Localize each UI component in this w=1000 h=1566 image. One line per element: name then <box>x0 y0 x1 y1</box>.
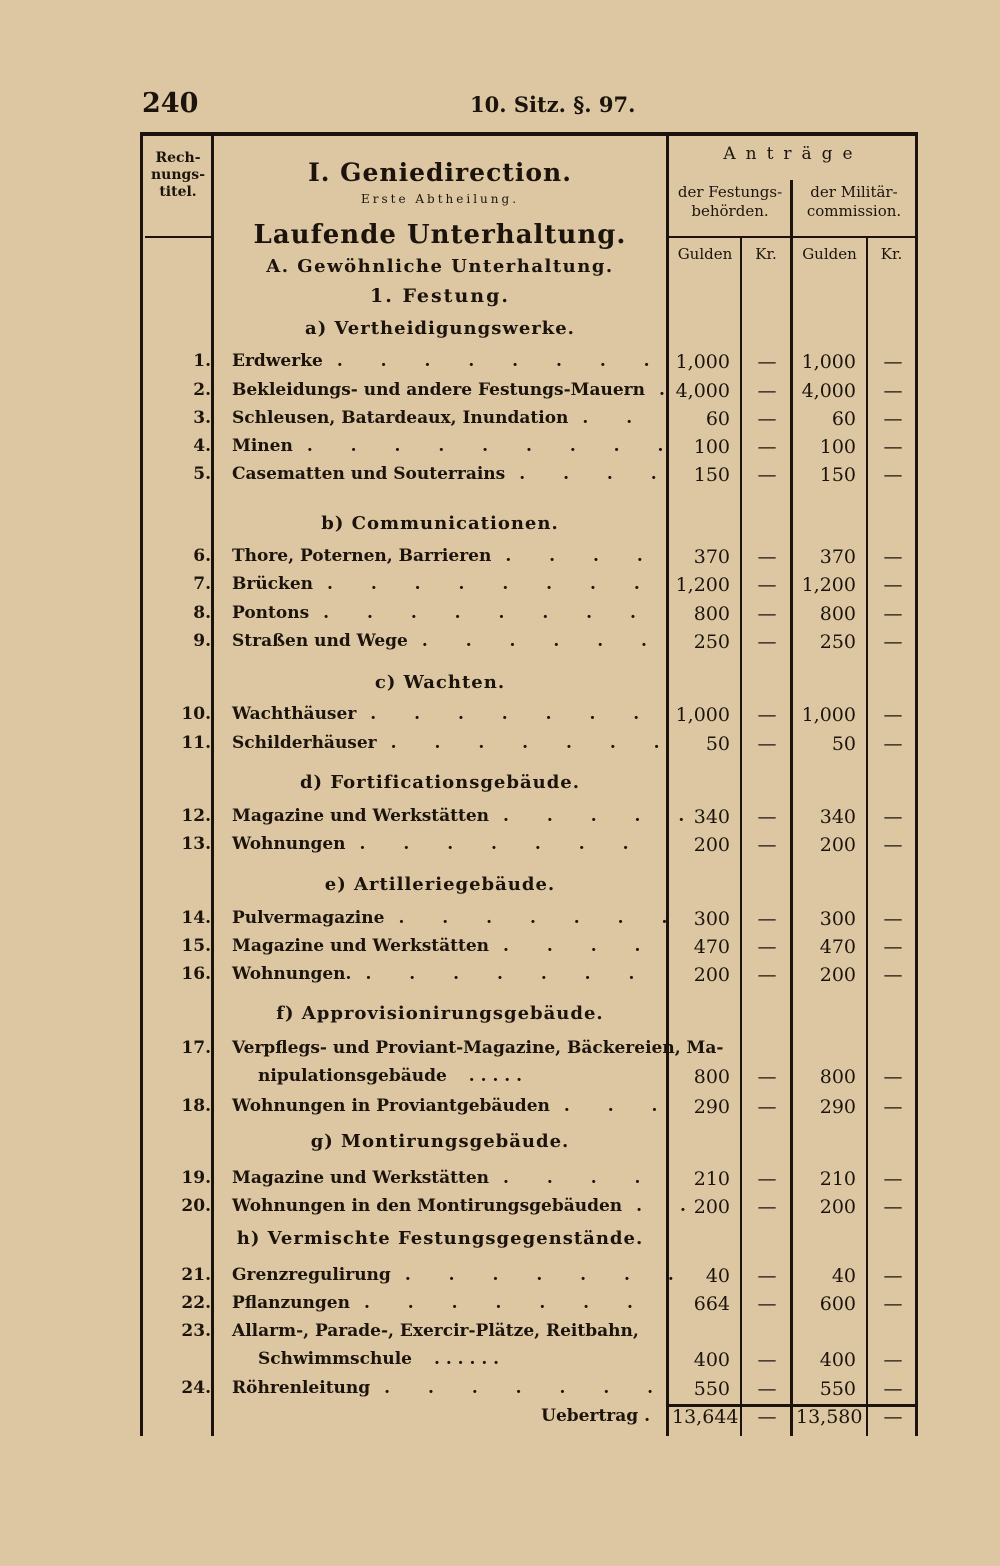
gulden-commission: 370 <box>819 546 856 568</box>
kr-header-2: Kr. <box>880 245 903 263</box>
gulden-festung: 290 <box>693 1096 730 1118</box>
row-label <box>232 936 657 956</box>
leader-dots: . . . . . . . . <box>336 351 666 371</box>
kreuzer-commission: — <box>883 733 903 755</box>
kreuzer-festung: — <box>757 936 777 958</box>
row-label <box>232 574 657 594</box>
gulden-commission: 1,000 <box>801 351 856 373</box>
kreuzer-festung: — <box>757 806 777 828</box>
section-subtitle: Erste Abtheilung. <box>360 192 520 206</box>
row-number: 17. <box>181 1038 211 1058</box>
subheading-g: g) Montirungsgebäude. <box>310 1131 570 1152</box>
gulden-festung: 550 <box>693 1378 730 1400</box>
row-number: 2. <box>193 380 211 400</box>
row-number: 19. <box>181 1168 211 1188</box>
subheading-d: d) Fortificationsgebäude. <box>299 772 581 793</box>
row-label <box>232 1378 670 1398</box>
gulden-festung: 1,200 <box>675 574 730 596</box>
gulden-commission: 470 <box>819 936 856 958</box>
kreuzer-commission: — <box>883 806 903 828</box>
kreuzer-festung: — <box>757 1293 777 1315</box>
row-label-text: Magazine und Werkstätten <box>232 936 490 956</box>
title-head-rule <box>145 236 211 238</box>
row-label-text: Allarm-, Parade-, Exercir-Plätze, Reitbahn, <box>232 1321 639 1341</box>
row-number: 10. <box>181 704 211 724</box>
kreuzer-festung: — <box>757 1096 777 1118</box>
group-divider <box>790 180 793 1436</box>
gulden-commission: 800 <box>819 603 856 625</box>
kreuzer-commission: — <box>883 1293 903 1315</box>
kr-header-1: Kr. <box>755 245 777 263</box>
leader-dots: . . . . . . . <box>370 704 656 724</box>
gulden-commission: 800 <box>819 1066 856 1088</box>
top-rule <box>140 132 918 136</box>
gulden-festung: 800 <box>693 603 730 625</box>
gulden-commission: 200 <box>819 964 856 986</box>
row-label <box>232 1168 657 1188</box>
row-label <box>232 908 684 928</box>
kreuzer-commission: — <box>883 936 903 958</box>
gulden-festung: 470 <box>693 936 730 958</box>
row-number: 1. <box>193 351 211 371</box>
leader-dots: . . . . . . . <box>384 1378 670 1398</box>
row-number: 15. <box>181 936 211 956</box>
row-label <box>232 546 657 566</box>
frame-right <box>915 136 918 1436</box>
gulden-festung: 300 <box>693 908 730 930</box>
kreuzer-festung: — <box>757 408 777 430</box>
kreuzer-festung: — <box>757 834 777 856</box>
kreuzer-festung: — <box>757 631 777 653</box>
kreuzer-festung: — <box>757 1066 777 1088</box>
row-number: 20. <box>181 1196 211 1216</box>
row-label <box>232 1096 674 1116</box>
row-label-text: Bekleidungs- und andere Festungs-Mauern <box>232 380 645 400</box>
row-label-text: Straßen und Wege <box>232 631 408 651</box>
gulden-commission: 40 <box>831 1265 856 1287</box>
gulden-festung: 800 <box>693 1066 730 1088</box>
antraege-header: Anträge <box>723 144 863 164</box>
gulden-festung: 60 <box>705 408 730 430</box>
row-label-text: Pontons <box>232 603 310 623</box>
leader-dots: . . . . <box>519 464 673 484</box>
row-label <box>232 704 657 724</box>
gulden-commission: 200 <box>819 834 856 856</box>
row-number: 6. <box>193 546 211 566</box>
row-number: 5. <box>193 464 211 484</box>
gulden-commission: 200 <box>819 1196 856 1218</box>
kreuzer-festung: — <box>757 574 777 596</box>
row-number: 4. <box>193 436 211 456</box>
row-label <box>232 964 657 984</box>
gulden-commission: 210 <box>819 1168 856 1190</box>
row-number: 12. <box>181 806 211 826</box>
gulden-commission: 4,000 <box>801 380 856 402</box>
kreuzer-commission: — <box>883 631 903 653</box>
row-label-text: Brücken <box>232 574 313 594</box>
gulden-commission: 400 <box>819 1349 856 1371</box>
row-label-text: Wachthäuser <box>232 704 357 724</box>
leader-dots: . . . . . . . <box>365 964 651 984</box>
row-label-text: Schleusen, Batardeaux, Inundation <box>232 408 569 428</box>
kreuzer-commission: — <box>883 603 903 625</box>
row-label-text: Magazine und Werkstätten <box>232 806 490 826</box>
gulden-commission: 60 <box>831 408 856 430</box>
kreuzer-festung: — <box>757 1265 777 1287</box>
column-title-header: Rech- nungs- titel. <box>150 150 206 200</box>
kreuzer-festung: — <box>757 546 777 568</box>
leader-dots: . <box>658 380 681 400</box>
kreuzer-festung: — <box>757 964 777 986</box>
row-label-text: Röhrenleitung <box>232 1378 371 1398</box>
label-col-divider <box>666 136 669 1436</box>
leader-dots: . . . . . . . <box>404 1265 690 1285</box>
row-label <box>232 806 701 826</box>
leader-dots: . . . . . . . . . <box>306 436 680 456</box>
row-label-text: Verpflegs- und Proviant-Magazine, Bäckereien, Ma- <box>232 1038 724 1058</box>
gulden-festung: 40 <box>705 1265 730 1287</box>
subheading-h: h) Vermischte Festungsgegenstände. <box>236 1228 644 1249</box>
row-label-text: Magazine und Werkstätten <box>232 1168 490 1188</box>
running-head: 10. Sitz. §. 97. <box>470 92 636 117</box>
leader-dots: . . <box>582 408 649 428</box>
row-number: 23. <box>181 1321 211 1341</box>
gulden-festung: 1,000 <box>675 704 730 726</box>
row-label <box>232 408 657 428</box>
kreuzer-festung: — <box>757 351 777 373</box>
total-kr-1: — <box>757 1406 777 1428</box>
kreuzer-commission: — <box>883 704 903 726</box>
kreuzer-commission: — <box>883 1096 903 1118</box>
total-kr-2: — <box>883 1406 903 1428</box>
leader-dots: . . . . . <box>468 1066 523 1086</box>
leader-dots: . . . . . . . <box>390 733 676 753</box>
row-label-continuation <box>258 1349 658 1369</box>
total-label: Uebertrag . <box>541 1406 650 1426</box>
row-number: 11. <box>181 733 211 753</box>
row-label <box>232 631 663 651</box>
row-number: 18. <box>181 1096 211 1116</box>
row-label-text: Thore, Poternen, Barrieren <box>232 546 492 566</box>
gulden-festung: 200 <box>693 964 730 986</box>
row-label-cont-text: nipulationsgebäude <box>258 1066 447 1086</box>
leader-dots: . . . . <box>505 546 659 566</box>
subheading-c: c) Wachten. <box>374 672 506 693</box>
gulden-commission: 150 <box>819 464 856 486</box>
section-a-heading: A. Gewöhnliche Unterhaltung. <box>266 256 614 277</box>
kreuzer-commission: — <box>883 1378 903 1400</box>
leader-dots: . . . . . . . . <box>323 603 652 623</box>
row-label <box>232 1265 690 1285</box>
kreuzer-festung: — <box>757 1196 777 1218</box>
row-label-text: Erdwerke <box>232 351 323 371</box>
leader-dots: . . . . . . <box>433 1349 500 1369</box>
section-1-heading: 1. Festung. <box>370 285 510 307</box>
kreuzer-festung: — <box>757 603 777 625</box>
leader-dots: . . . . . . . . <box>327 574 656 594</box>
group2-header: der Militär- commission. <box>806 183 902 220</box>
subheading-f: f) Approvisionirungsgebäude. <box>276 1003 604 1024</box>
row-number: 14. <box>181 908 211 928</box>
row-label-text: Pulvermagazine <box>232 908 385 928</box>
kreuzer-commission: — <box>883 574 903 596</box>
kreuzer-commission: — <box>883 351 903 373</box>
subheading-b: b) Communicationen. <box>321 513 559 534</box>
kr2-divider <box>866 238 868 1436</box>
leader-dots: . . . . <box>503 1168 657 1188</box>
kreuzer-festung: — <box>757 1168 777 1190</box>
kreuzer-commission: — <box>883 408 903 430</box>
row-number: 13. <box>181 834 211 854</box>
row-label-text: Wohnungen in den Montirungsgebäuden <box>232 1196 623 1216</box>
kr1-divider <box>740 238 742 1436</box>
kreuzer-commission: — <box>883 1349 903 1371</box>
row-label-cont-text: Schwimmschule <box>258 1349 412 1369</box>
leader-dots: . . <box>636 1196 702 1216</box>
kreuzer-festung: — <box>757 1378 777 1400</box>
row-number: 9. <box>193 631 211 651</box>
row-number: 8. <box>193 603 211 623</box>
row-number: 22. <box>181 1293 211 1313</box>
row-label <box>232 380 681 400</box>
gulden-commission: 300 <box>819 908 856 930</box>
row-label <box>232 1321 657 1341</box>
kreuzer-festung: — <box>757 733 777 755</box>
gulden-festung: 50 <box>705 733 730 755</box>
row-label-text: Wohnungen. <box>232 964 352 984</box>
row-label <box>232 1196 702 1216</box>
page-number: 240 <box>142 88 199 119</box>
leader-dots: . . . . . . . <box>359 834 645 854</box>
gulden-commission: 100 <box>819 436 856 458</box>
gulden-commission: 250 <box>819 631 856 653</box>
gulden-festung: 4,000 <box>675 380 730 402</box>
gulden-festung: 370 <box>693 546 730 568</box>
kreuzer-commission: — <box>883 964 903 986</box>
total-gulden-2: 13,580 <box>796 1406 863 1428</box>
leader-dots: . . . . <box>503 936 657 956</box>
section-title: I. Geniedirection. <box>308 158 572 187</box>
section-heading: Laufende Unterhaltung. <box>253 220 627 250</box>
kreuzer-commission: — <box>883 834 903 856</box>
row-number: 24. <box>181 1378 211 1398</box>
row-label-text: Casematten und Souterrains <box>232 464 506 484</box>
kreuzer-commission: — <box>883 908 903 930</box>
leader-dots: . . . . . . <box>421 631 663 651</box>
gulden-commission: 50 <box>831 733 856 755</box>
row-label <box>232 464 673 484</box>
row-label <box>232 351 666 371</box>
row-number: 7. <box>193 574 211 594</box>
group1-header: der Festungs- behörden. <box>677 183 783 220</box>
gulden-commission: 600 <box>819 1293 856 1315</box>
gulden-commission: 1,200 <box>801 574 856 596</box>
row-number: 16. <box>181 964 211 984</box>
kreuzer-commission: — <box>883 436 903 458</box>
kreuzer-festung: — <box>757 908 777 930</box>
gulden-festung: 200 <box>693 834 730 856</box>
row-label-continuation <box>258 1066 658 1086</box>
row-label-text: Minen <box>232 436 293 456</box>
row-label-text: Pflanzungen <box>232 1293 350 1313</box>
kreuzer-commission: — <box>883 1168 903 1190</box>
kreuzer-festung: — <box>757 1349 777 1371</box>
gulden-header-1: Gulden <box>677 245 733 263</box>
gulden-commission: 290 <box>819 1096 856 1118</box>
gulden-festung: 100 <box>693 436 730 458</box>
gulden-commission: 550 <box>819 1378 856 1400</box>
kreuzer-festung: — <box>757 436 777 458</box>
subheading-e: e) Artilleriegebäude. <box>324 874 556 895</box>
leader-dots: . . . <box>563 1096 674 1116</box>
gulden-festung: 400 <box>693 1349 730 1371</box>
gulden-festung: 340 <box>693 806 730 828</box>
kreuzer-festung: — <box>757 380 777 402</box>
total-gulden-1: 13,644 <box>672 1406 739 1428</box>
row-label-text: Grenzregulirung <box>232 1265 391 1285</box>
subheading-a: a) Vertheidigungswerke. <box>305 318 575 339</box>
gulden-header-2: Gulden <box>802 245 857 263</box>
kreuzer-commission: — <box>883 1066 903 1088</box>
leader-dots: . . . . . . . <box>363 1293 649 1313</box>
kreuzer-commission: — <box>883 380 903 402</box>
row-label <box>232 1038 724 1058</box>
gulden-festung: 664 <box>693 1293 730 1315</box>
gulden-festung: 150 <box>693 464 730 486</box>
row-label <box>232 834 657 854</box>
row-number: 21. <box>181 1265 211 1285</box>
gulden-festung: 250 <box>693 631 730 653</box>
kreuzer-festung: — <box>757 704 777 726</box>
gulden-festung: 1,000 <box>675 351 730 373</box>
row-label-text: Schilderhäuser <box>232 733 377 753</box>
frame-left <box>140 136 143 1436</box>
kreuzer-commission: — <box>883 1265 903 1287</box>
kreuzer-commission: — <box>883 546 903 568</box>
gulden-commission: 340 <box>819 806 856 828</box>
row-label-text: Wohnungen in Proviantgebäuden <box>232 1096 550 1116</box>
gulden-festung: 210 <box>693 1168 730 1190</box>
leader-dots: . . . . . <box>503 806 701 826</box>
kreuzer-commission: — <box>883 1196 903 1218</box>
row-label <box>232 1293 657 1313</box>
leader-dots: . . . . . . . <box>398 908 684 928</box>
kreuzer-commission: — <box>883 464 903 486</box>
row-label-text: Wohnungen <box>232 834 346 854</box>
row-label <box>232 436 680 456</box>
gulden-commission: 1,000 <box>801 704 856 726</box>
row-number: 3. <box>193 408 211 428</box>
row-label <box>232 603 657 623</box>
gulden-festung: 200 <box>693 1196 730 1218</box>
unit-head-rule <box>669 236 915 238</box>
kreuzer-festung: — <box>757 464 777 486</box>
row-label <box>232 733 676 753</box>
